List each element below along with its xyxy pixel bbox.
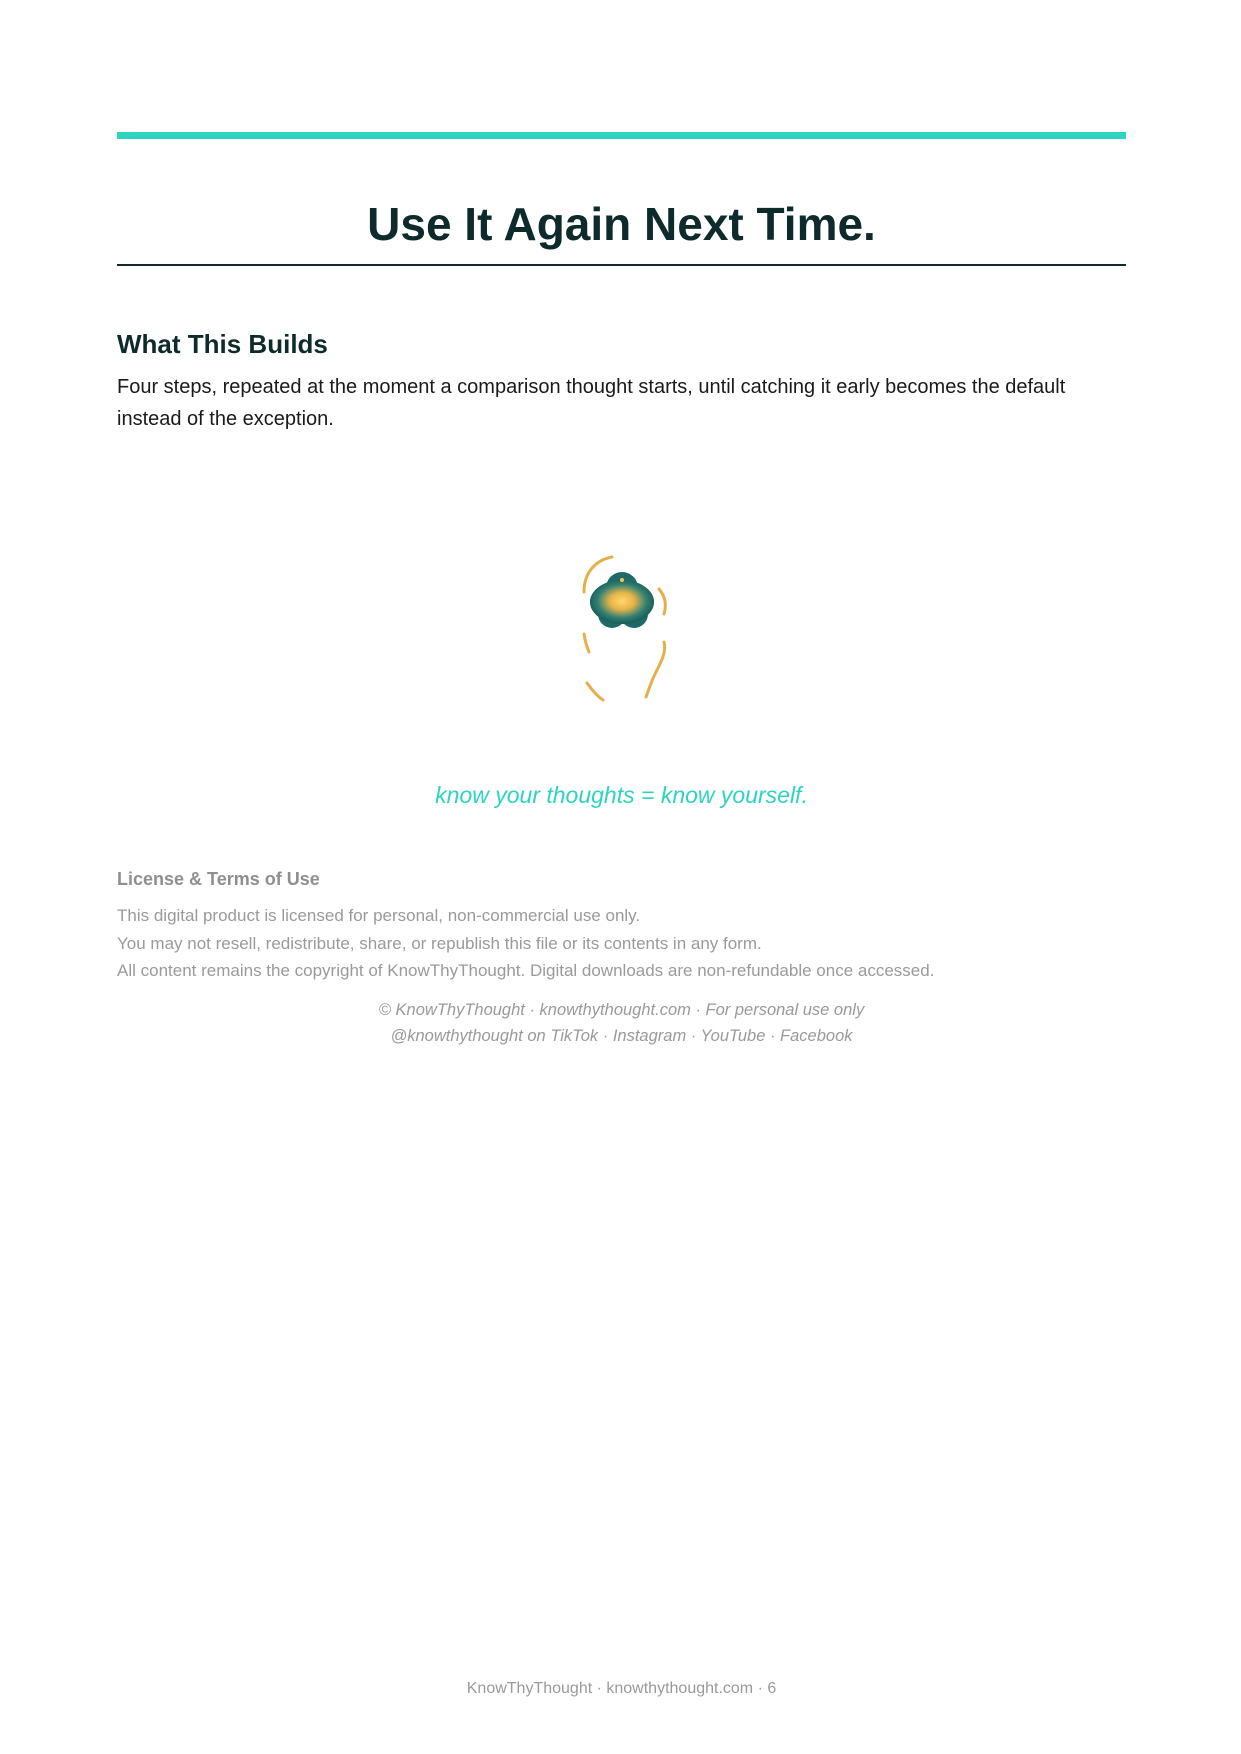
license-heading: License & Terms of Use <box>117 869 320 889</box>
license-line: You may not resell, redistribute, share, or republish this file or its contents in any form. <box>117 933 762 953</box>
license-terms-list <box>117 902 1126 985</box>
social-handles-line: @knowthythought on TikTok · Instagram · YouTube · Facebook <box>390 1026 853 1045</box>
credits-block <box>117 998 1126 1049</box>
license-line: This digital product is licensed for personal, non-commercial use only. <box>117 906 641 925</box>
page-title: Use It Again Next Time. <box>367 198 876 250</box>
section-heading: What This Builds <box>117 329 328 359</box>
copyright-line: © KnowThyThought · knowthythought.com · For personal use only <box>378 1001 865 1019</box>
section-body: Four steps, repeated at the moment a comparison thought starts, until catching it early becomes the default instead of the exception. <box>117 376 1066 430</box>
license-line: All content remains the copyright of KnowThyThought. Digital downloads are non-refundable once accessed. <box>117 961 935 980</box>
top-accent-rule <box>117 132 1126 139</box>
title-divider <box>117 264 1126 266</box>
tagline: know your thoughts = know yourself. <box>435 782 808 808</box>
page-footer: KnowThyThought · knowthythought.com · 6 <box>466 1680 777 1697</box>
head-with-glowing-cloud-icon <box>556 552 686 722</box>
